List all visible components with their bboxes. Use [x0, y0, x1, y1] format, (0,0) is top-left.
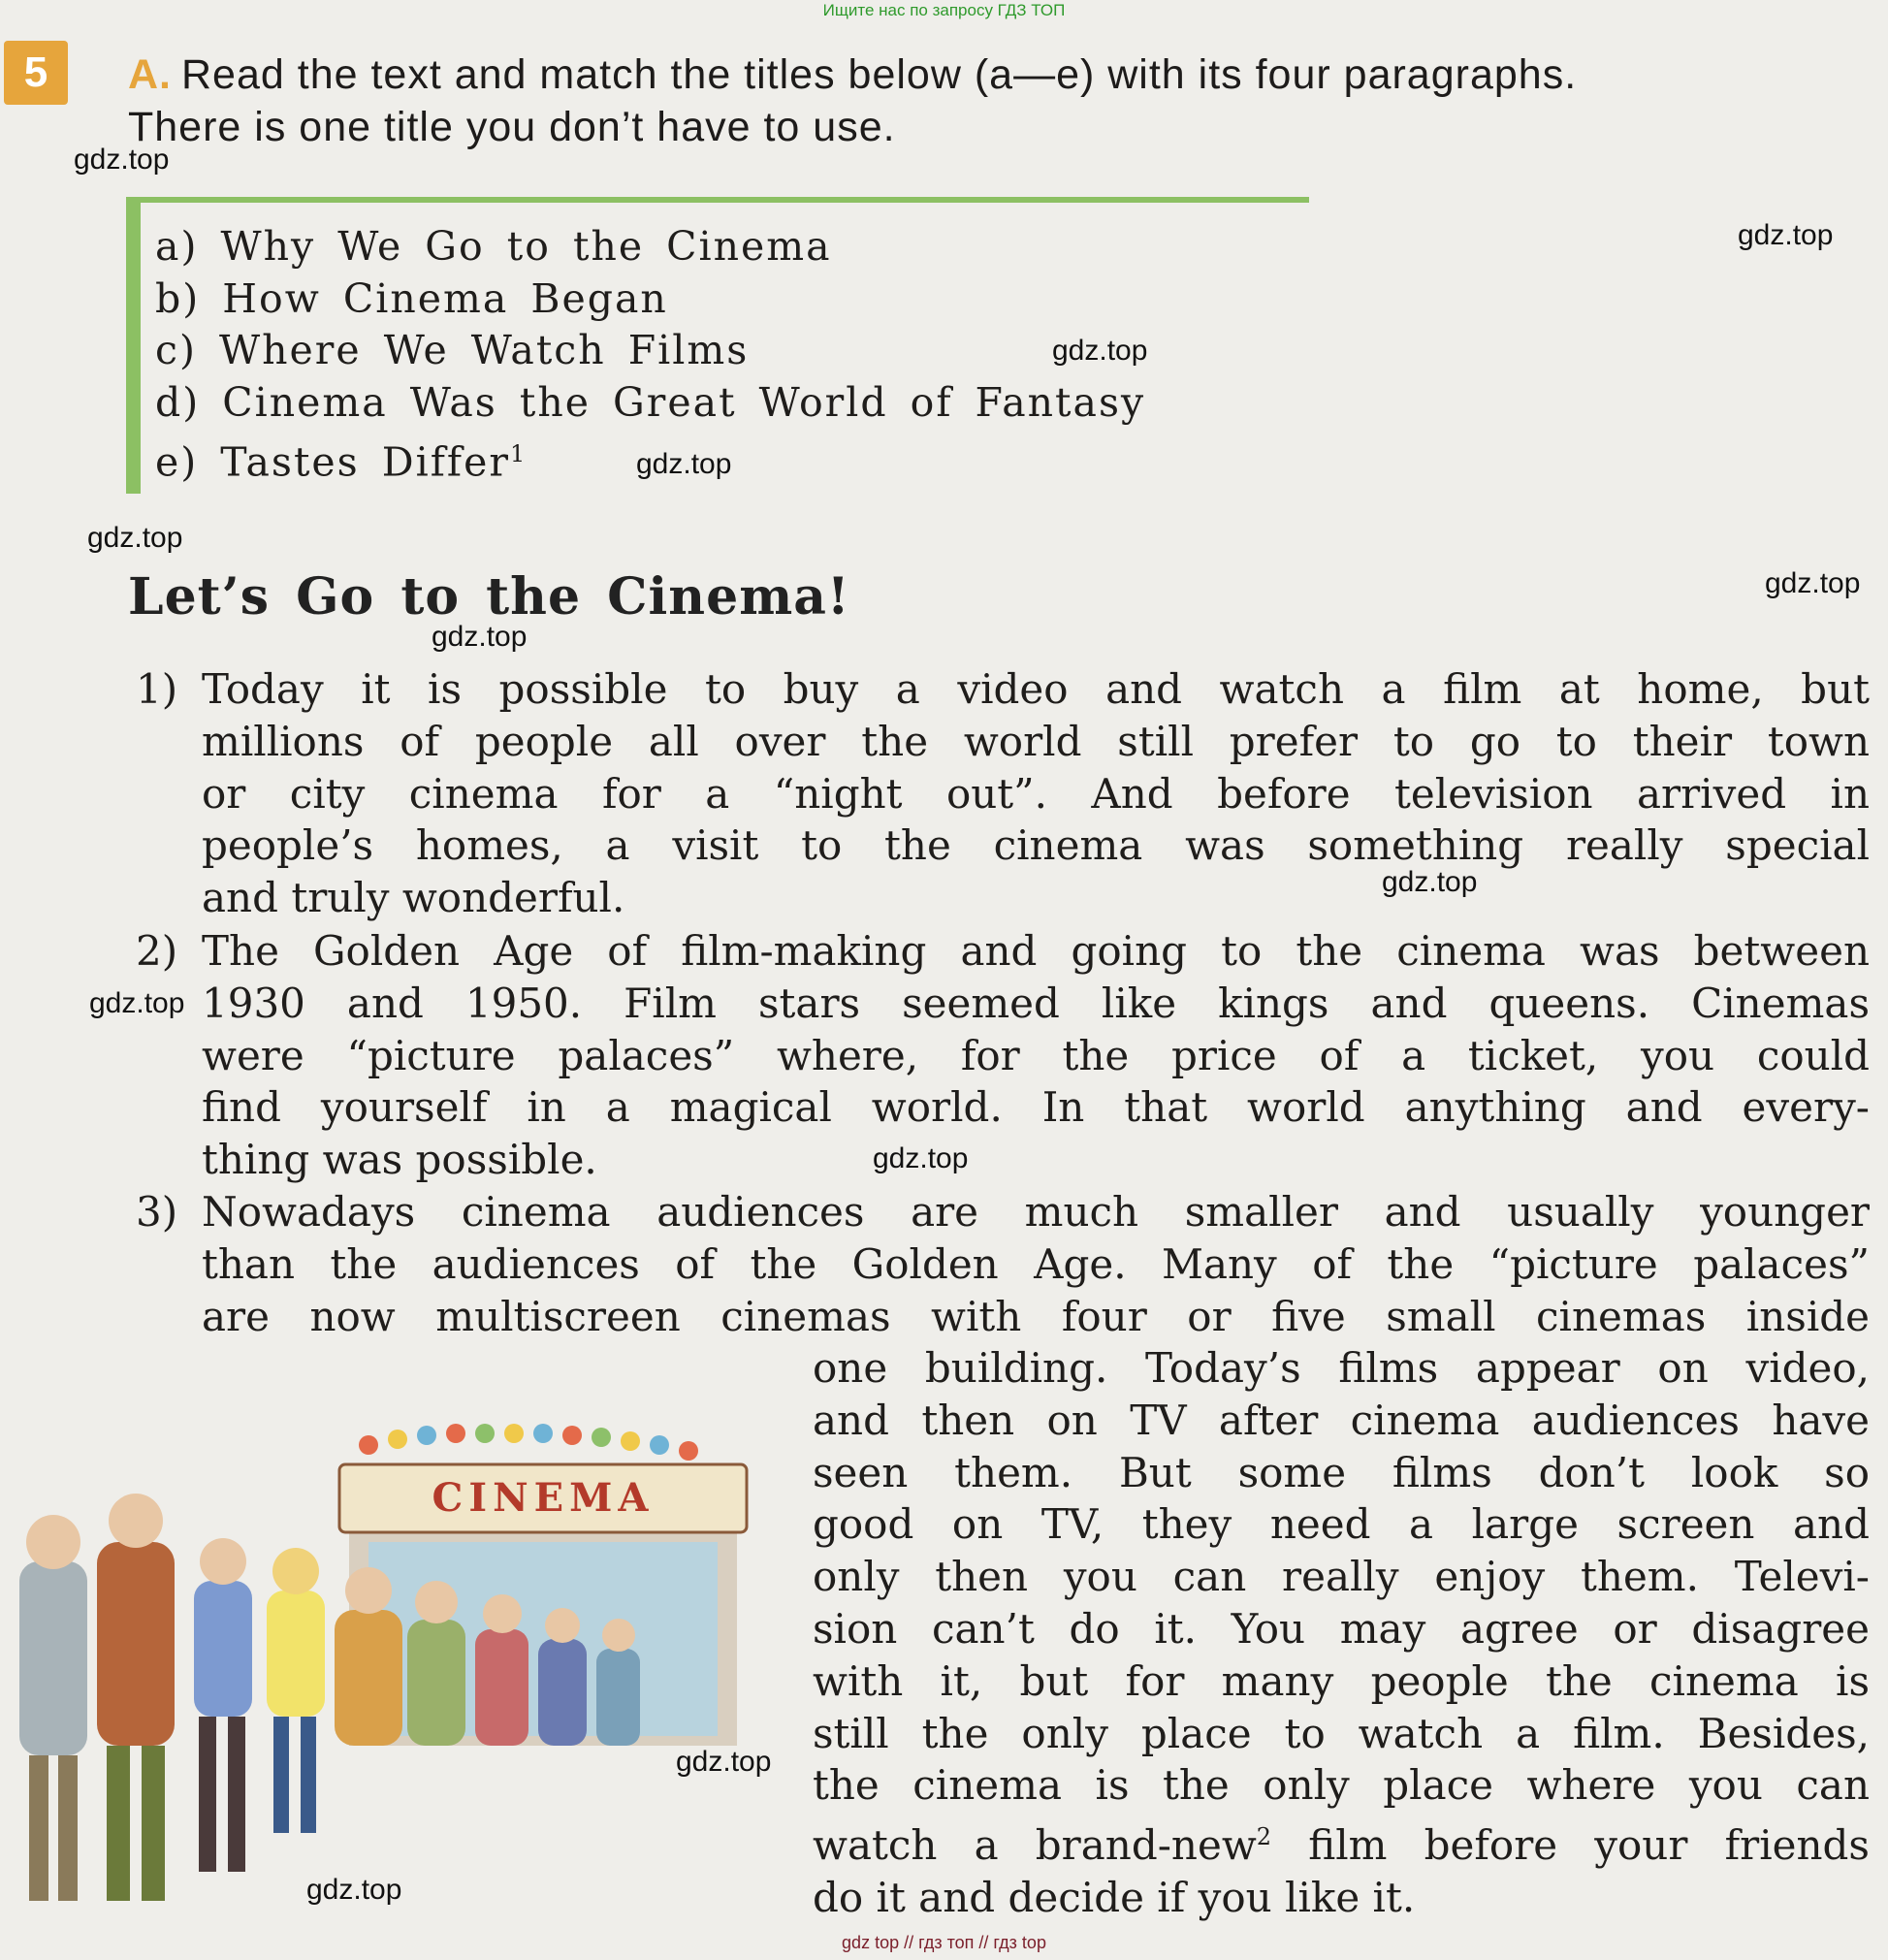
title-e: e) Tastes Differ$^1$	[155, 438, 528, 486]
watermark: gdz.top	[873, 1142, 969, 1174]
watermark: gdz.top	[1765, 567, 1861, 599]
title-d: d) Cinema Was the Great World of Fantasy	[155, 378, 1146, 426]
watermark: gdz.top	[636, 448, 732, 480]
text-heading: Let’s Go to the Cinema!	[128, 567, 850, 627]
task-line-1: Read the text and match the titles below (a—e) with its four paragraphs.	[181, 51, 1578, 98]
watermark: gdz.top	[74, 144, 170, 176]
title-c: c) Where We Watch Films	[155, 327, 750, 373]
paragraph-2: 2) The Golden Age of film-making and going to the cinema was between 1930 and 1950. Film stars seemed like kings and queens. Cinemas were “picture palaces” where, for the price of a ticket, you could find yourself in a magical world. In that world anything and every- thing was possible.	[136, 927, 1870, 1184]
top-banner: Ищите нас по запросу ГДЗ ТОП	[822, 1, 1066, 19]
cinema-queue-illustration	[0, 1377, 795, 1920]
paragraph-number: 2)	[136, 927, 178, 975]
watermark: gdz.top	[676, 1746, 772, 1778]
watermark: gdz.top	[89, 987, 185, 1019]
footnote-mark: 1	[509, 440, 528, 467]
paragraph-number: 1)	[136, 665, 178, 713]
watermark: gdz.top	[306, 1874, 402, 1906]
title-b: b) How Cinema Began	[155, 274, 668, 322]
task-instruction	[128, 48, 1873, 153]
watermark: gdz.top	[1738, 219, 1834, 251]
watermark: gdz.top	[1052, 335, 1148, 367]
footer: gdz top // гдз топ // гдз top	[842, 1933, 1046, 1952]
footnote-mark: 2	[1256, 1823, 1272, 1851]
paragraph-number: 3)	[136, 1188, 178, 1236]
task-letter: A.	[128, 51, 172, 98]
paragraph-1: 1) Today it is possible to buy a video and watch a film at home, but millions of people all over the world still prefer to go to their town or city cinema for a “night out”. And before television arrived in people’s homes, a visit to the cinema was something really special and truly wonderful.	[136, 665, 1870, 922]
paragraph-3-continued: one building. Today’s films appear on video, and then on TV after cinema audiences have seen them. But some films don’t look so good on TV, they need a large screen and only then you can really enjoy them. Televi- sion can’t do it. You may agree or disagree with it, but for many people the cinema is still the only place to watch a film. Besides, the cinema is the only place where you can watch a brand-new$^2$ film before your friends do it and decide if you like it.	[813, 1344, 1870, 1921]
watermark: gdz.top	[87, 522, 183, 554]
paragraph-3: 3) Nowadays cinema audiences are much smaller and usually younger than the audiences of the Golden Age. Many of the “picture palaces” are now multiscreen cinemas with four or five small cinemas inside	[136, 1188, 1870, 1340]
title-a: a) Why We Go to the Cinema	[155, 223, 832, 270]
watermark: gdz.top	[432, 621, 528, 653]
exercise-number: 5	[4, 41, 68, 105]
cinema-sign-text: CINEMA	[432, 1475, 655, 1521]
watermark: gdz.top	[1382, 866, 1478, 898]
task-line-2: There is one title you don’t have to use.	[128, 104, 896, 150]
